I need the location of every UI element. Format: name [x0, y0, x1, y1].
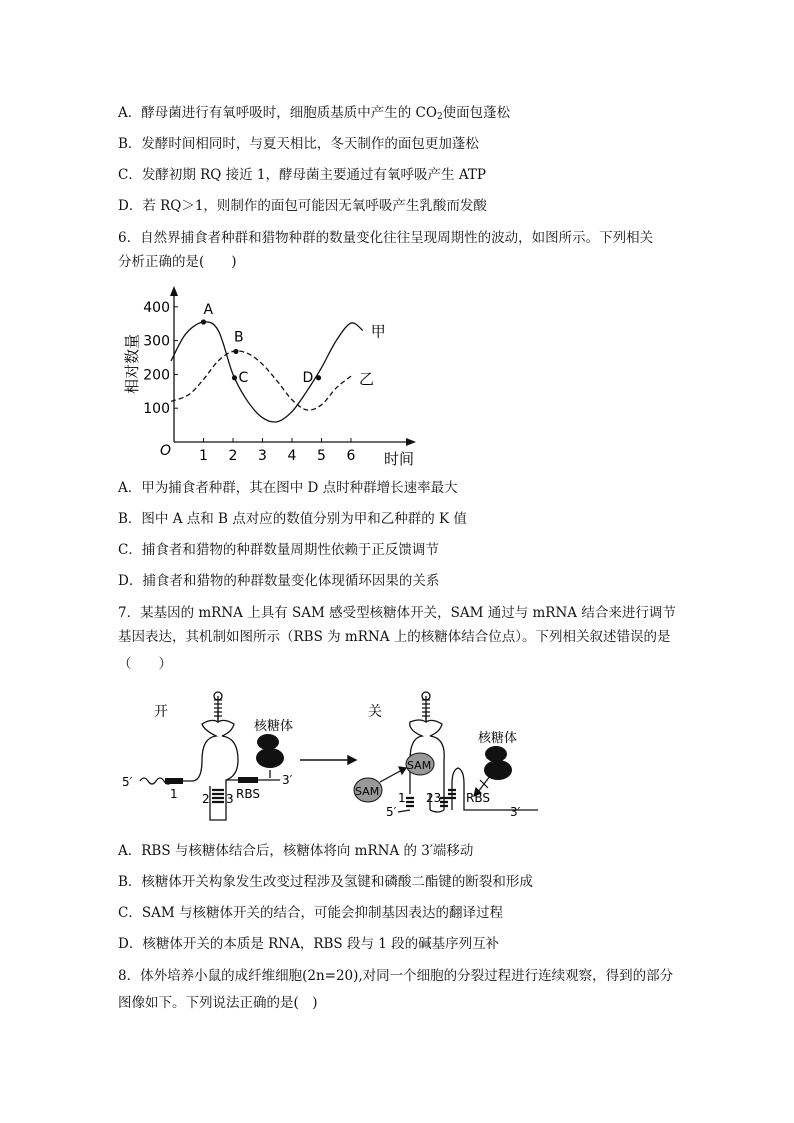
left-title: 开: [154, 704, 168, 720]
x-tick-label: 2: [228, 448, 238, 464]
right-ribosome-label: 核糖体: [478, 731, 518, 746]
q7-stem-line1: 7．某基因的 mRNA 上具有 SAM 感受型核糖体开关，SAM 通过与 mRNA 结合来进行调节: [118, 605, 676, 621]
q8-stem-line1: 8．体外培养小鼠的成纤维细胞(2n=20),对同一个细胞的分裂过程进行连续观察，得到的部分: [118, 968, 674, 984]
x-tick-label: 4: [287, 448, 297, 464]
data-point: [233, 349, 238, 354]
data-point: [232, 375, 237, 380]
left-segment-23: [212, 790, 224, 802]
q6-stem-line1: 6．自然界捕食者种群和猎物种群的数量变化往往呈现周期性的波动，如图所示。下列相关: [118, 230, 654, 246]
left-ribosome-label: 核糖体: [254, 719, 294, 734]
right-title: 关: [368, 704, 382, 720]
q7-option-a: A．RBS 与核糖体结合后，核糖体将向 mRNA 的 3′端移动: [118, 843, 474, 859]
left-label-2: 2: [202, 792, 210, 806]
right-label-23: 23: [426, 791, 442, 805]
q7-stem-line2: 基因表达，其机制如图所示（RBS 为 mRNA 上的核糖体结合位点）。下列相关叙述错误的是: [118, 629, 671, 645]
x-tick-label: 1: [199, 448, 208, 464]
x-axis-label: 时间: [384, 450, 415, 468]
q5-option-b: B．发酵时间相同时，与夏天相比，冬天制作的面包更加蓬松: [118, 136, 479, 152]
y-tick-label: 100: [143, 401, 170, 418]
q6-stem-line2: 分析正确的是( ): [118, 254, 237, 270]
point-label: A: [203, 302, 214, 319]
population-chart: [118, 282, 418, 468]
origin-label: O: [160, 443, 172, 459]
data-point: [201, 319, 206, 324]
y-axis-arrow: [170, 286, 178, 296]
x-axis-arrow: [406, 438, 416, 446]
left-label-3: 3: [226, 792, 234, 806]
right-sam-bound-label: SAM: [407, 759, 432, 772]
right-three-prime: 3′: [510, 805, 521, 819]
left-rbs-block: [238, 777, 258, 783]
q5-option-a: A．酵母菌进行有氧呼吸时，细胞质基质中产生的 $CO_2$使面包蓬松: [118, 105, 511, 122]
data-point: [316, 375, 321, 380]
q7-option-c: C．SAM 与核糖体开关的结合，可能会抑制基因表达的翻译过程: [118, 905, 503, 921]
series-label: 甲: [370, 322, 386, 341]
q5-option-d: D．若 RQ＞1，则制作的面包可能因无氧呼吸产生乳酸而发酸: [118, 198, 487, 214]
right-five-prime: 5′: [386, 805, 397, 819]
right-label-1: 1: [398, 791, 406, 805]
left-segment-1: [165, 778, 183, 784]
q6-option-b: B．图中 A 点和 B 点对应的数值分别为甲和乙种群的 K 值: [118, 511, 467, 527]
q6-option-a: A．甲为捕食者种群，其在图中 D 点时种群增长速率最大: [118, 480, 458, 496]
q5-option-c: C．发酵初期 RQ 接近 1，酵母菌主要通过有氧呼吸产生 ATP: [118, 167, 486, 183]
right-rbs-label: RBS: [466, 791, 490, 805]
left-ribosome: [256, 734, 284, 768]
left-label-1: 1: [170, 787, 178, 801]
point-label: B: [233, 329, 244, 346]
right-sam-arrow: [380, 767, 406, 782]
x-tick-label: 6: [346, 448, 356, 464]
q7-option-d: D．核糖体开关的本质是 RNA，RBS 段与 1 段的碱基序列互补: [118, 936, 500, 952]
right-ribosome: [484, 746, 512, 780]
left-five-prime: 5′: [122, 775, 133, 789]
q6-option-d: D．捕食者和猎物的种群数量变化体现循环因果的关系: [118, 573, 440, 589]
x-tick-label: 5: [317, 448, 326, 464]
y-tick-label: 400: [143, 299, 170, 316]
q7-stem-line3: （ ）: [118, 656, 172, 672]
point-label: C: [238, 369, 249, 386]
y-axis-label: 相对数量: [123, 333, 141, 395]
series-label: 乙: [359, 370, 375, 389]
y-tick-label: 200: [143, 367, 170, 384]
x-tick-label: 3: [258, 448, 267, 464]
left-three-prime: 3′: [282, 773, 293, 787]
series-line: [171, 351, 351, 410]
q6-option-c: C．捕食者和猎物的种群数量周期性依赖于正反馈调节: [118, 542, 439, 558]
transition-arrow: [300, 756, 356, 764]
left-rbs-label: RBS: [236, 787, 260, 801]
point-label: D: [302, 369, 314, 386]
y-tick-label: 300: [143, 333, 170, 350]
series-line: [171, 322, 363, 422]
right-sam-free-label: SAM: [355, 785, 380, 798]
q7-option-b: B．核糖体开关构象发生改变过程涉及氢键和磷酸二酯键的断裂和形成: [118, 874, 533, 890]
q8-stem-line2: 图像如下。下列说法正确的是( ): [118, 995, 318, 1011]
riboswitch-diagram: [118, 690, 548, 825]
